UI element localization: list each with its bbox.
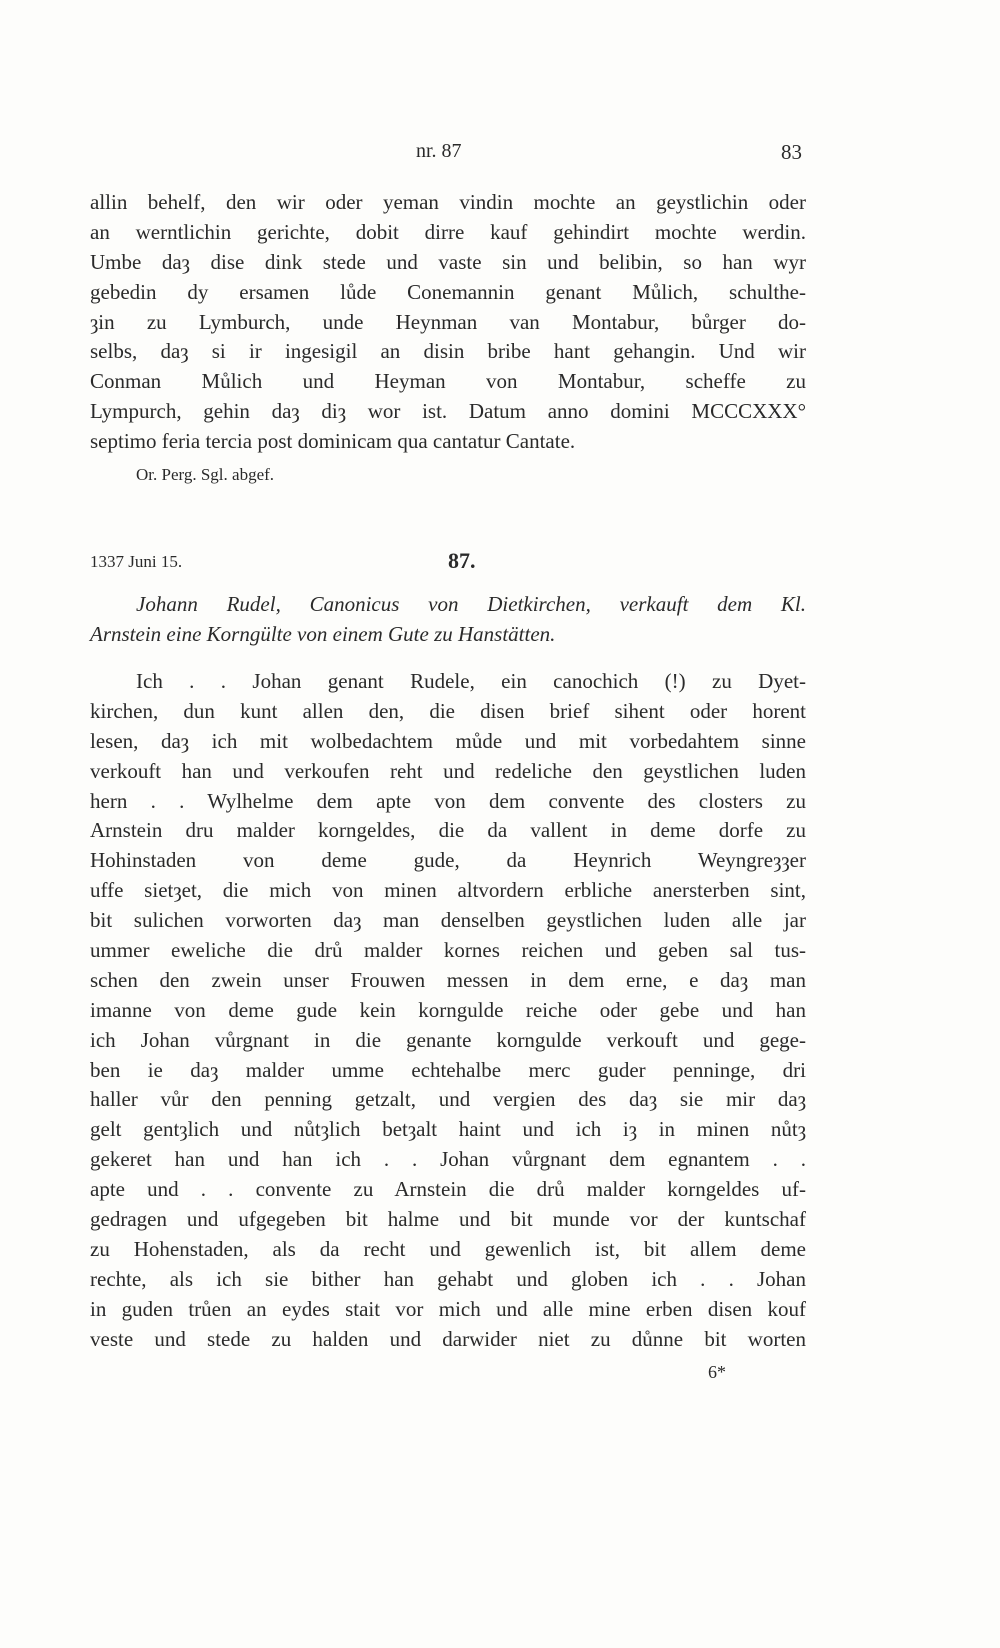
- text-line: ben ie daȝ malder umme echtehalbe merc guder penninge, dri: [90, 1057, 806, 1082]
- text-line: gedragen und ufgegeben bit halme und bit munde vor der kuntschaf: [90, 1207, 806, 1232]
- text-line: an werntlichin gerichte, dobit dirre kauf gehindirt mochte werdin.: [90, 219, 806, 244]
- text-line: rechte, als ich sie bither han gehabt und globen ich . . Johan: [90, 1266, 806, 1291]
- text-line: selbs, daȝ si ir ingesigil an disin bribe hant gehangin. Und wir: [90, 339, 806, 364]
- text-line: gebedin dy ersamen lůde Conemannin genant Můlich, schulthe-: [90, 279, 806, 304]
- text-line: Arnstein eine Korngülte von einem Gute zu Hanstätten.: [90, 621, 556, 646]
- text-line: allin behelf, den wir oder yeman vindin mochte an geystlichin oder: [90, 190, 806, 214]
- text-line: zu Hohenstaden, als da recht und gewenlich ist, bit allem deme: [90, 1236, 806, 1261]
- running-header-section: nr. 87: [416, 140, 462, 162]
- text-line: in guden trůen an eydes stait vor mich und alle mine erben disen kouf: [90, 1296, 806, 1321]
- continuation-paragraph: [90, 188, 806, 457]
- text-line: uffe sietȝet, die mich von minen altvordern erbliche anersterben sint,: [90, 878, 806, 903]
- text-line: hern . . Wylhelme dem apte von dem convente des closters zu: [90, 788, 806, 813]
- document-number: 87.: [448, 548, 476, 573]
- source-note: Or. Perg. Sgl. abgef.: [136, 465, 275, 484]
- document-text: [90, 667, 806, 1354]
- signature-mark: 6*: [708, 1362, 726, 1382]
- text-line: septimo feria tercia post dominicam qua cantatur Cantate.: [90, 429, 576, 454]
- text-line: bit sulichen vorworten daȝ man denselben geystlichen luden alle jar: [90, 908, 806, 933]
- text-line: ummer eweliche die drů malder kornes reichen und geben sal tus-: [90, 938, 806, 963]
- text-line: Arnstein dru malder korngeldes, die da vallent in deme dorfe zu: [90, 818, 806, 843]
- text-line: apte und . . convente zu Arnstein die drů malder korngeldes uf-: [90, 1177, 806, 1202]
- text-line: Conman Můlich und Heyman von Montabur, scheffe zu: [90, 369, 806, 394]
- text-line: Johann Rudel, Canonicus von Dietkirchen, verkauft dem Kl.: [136, 592, 806, 616]
- text-line: Hohinstaden von deme gude, da Heynrich Weyngreȝȝer: [90, 848, 806, 873]
- text-line: gelt gentȝlich und nůtȝlich betȝalt haint und ich iȝ in minen nůtȝ: [90, 1117, 806, 1142]
- text-line: imanne von deme gude kein korngulde reiche oder gebe und han: [90, 997, 806, 1022]
- regest: [90, 590, 806, 650]
- text-line: schen den zwein unser Frouwen messen in dem erne, e daȝ man: [90, 967, 806, 992]
- document-date: 1337 Juni 15.: [90, 552, 183, 571]
- page-number: 83: [781, 140, 802, 164]
- text-line: veste und stede zu halden und darwider niet zu důnne bit worten: [90, 1326, 806, 1351]
- text-line: gekeret han und han ich . . Johan vůrgnant dem egnantem . .: [90, 1147, 806, 1172]
- text-line: Lympurch, gehin daȝ diȝ wor ist. Datum anno domini MCCCXXX°: [90, 399, 806, 424]
- text-line: verkouft han und verkoufen reht und redeliche den geystlichen luden: [90, 758, 806, 783]
- text-line: Umbe daȝ dise dink stede und vaste sin und belibin, so han wyr: [90, 249, 806, 274]
- text-line: Ich . . Johan genant Rudele, ein canochich (!) zu Dyet-: [136, 669, 806, 693]
- text-line: lesen, daȝ ich mit wolbedachtem můde und mit vorbedahtem sinne: [90, 728, 806, 753]
- text-line: ȝin zu Lymburch, unde Heynman van Montabur, bůrger do-: [90, 309, 806, 334]
- text-line: haller vůr den penning getzalt, und vergien des daȝ sie mir daȝ: [90, 1087, 806, 1112]
- text-line: ich Johan vůrgnant in die genante korngulde verkouft und gege-: [90, 1027, 806, 1052]
- text-line: kirchen, dun kunt allen den, die disen brief sihent oder horent: [90, 698, 806, 723]
